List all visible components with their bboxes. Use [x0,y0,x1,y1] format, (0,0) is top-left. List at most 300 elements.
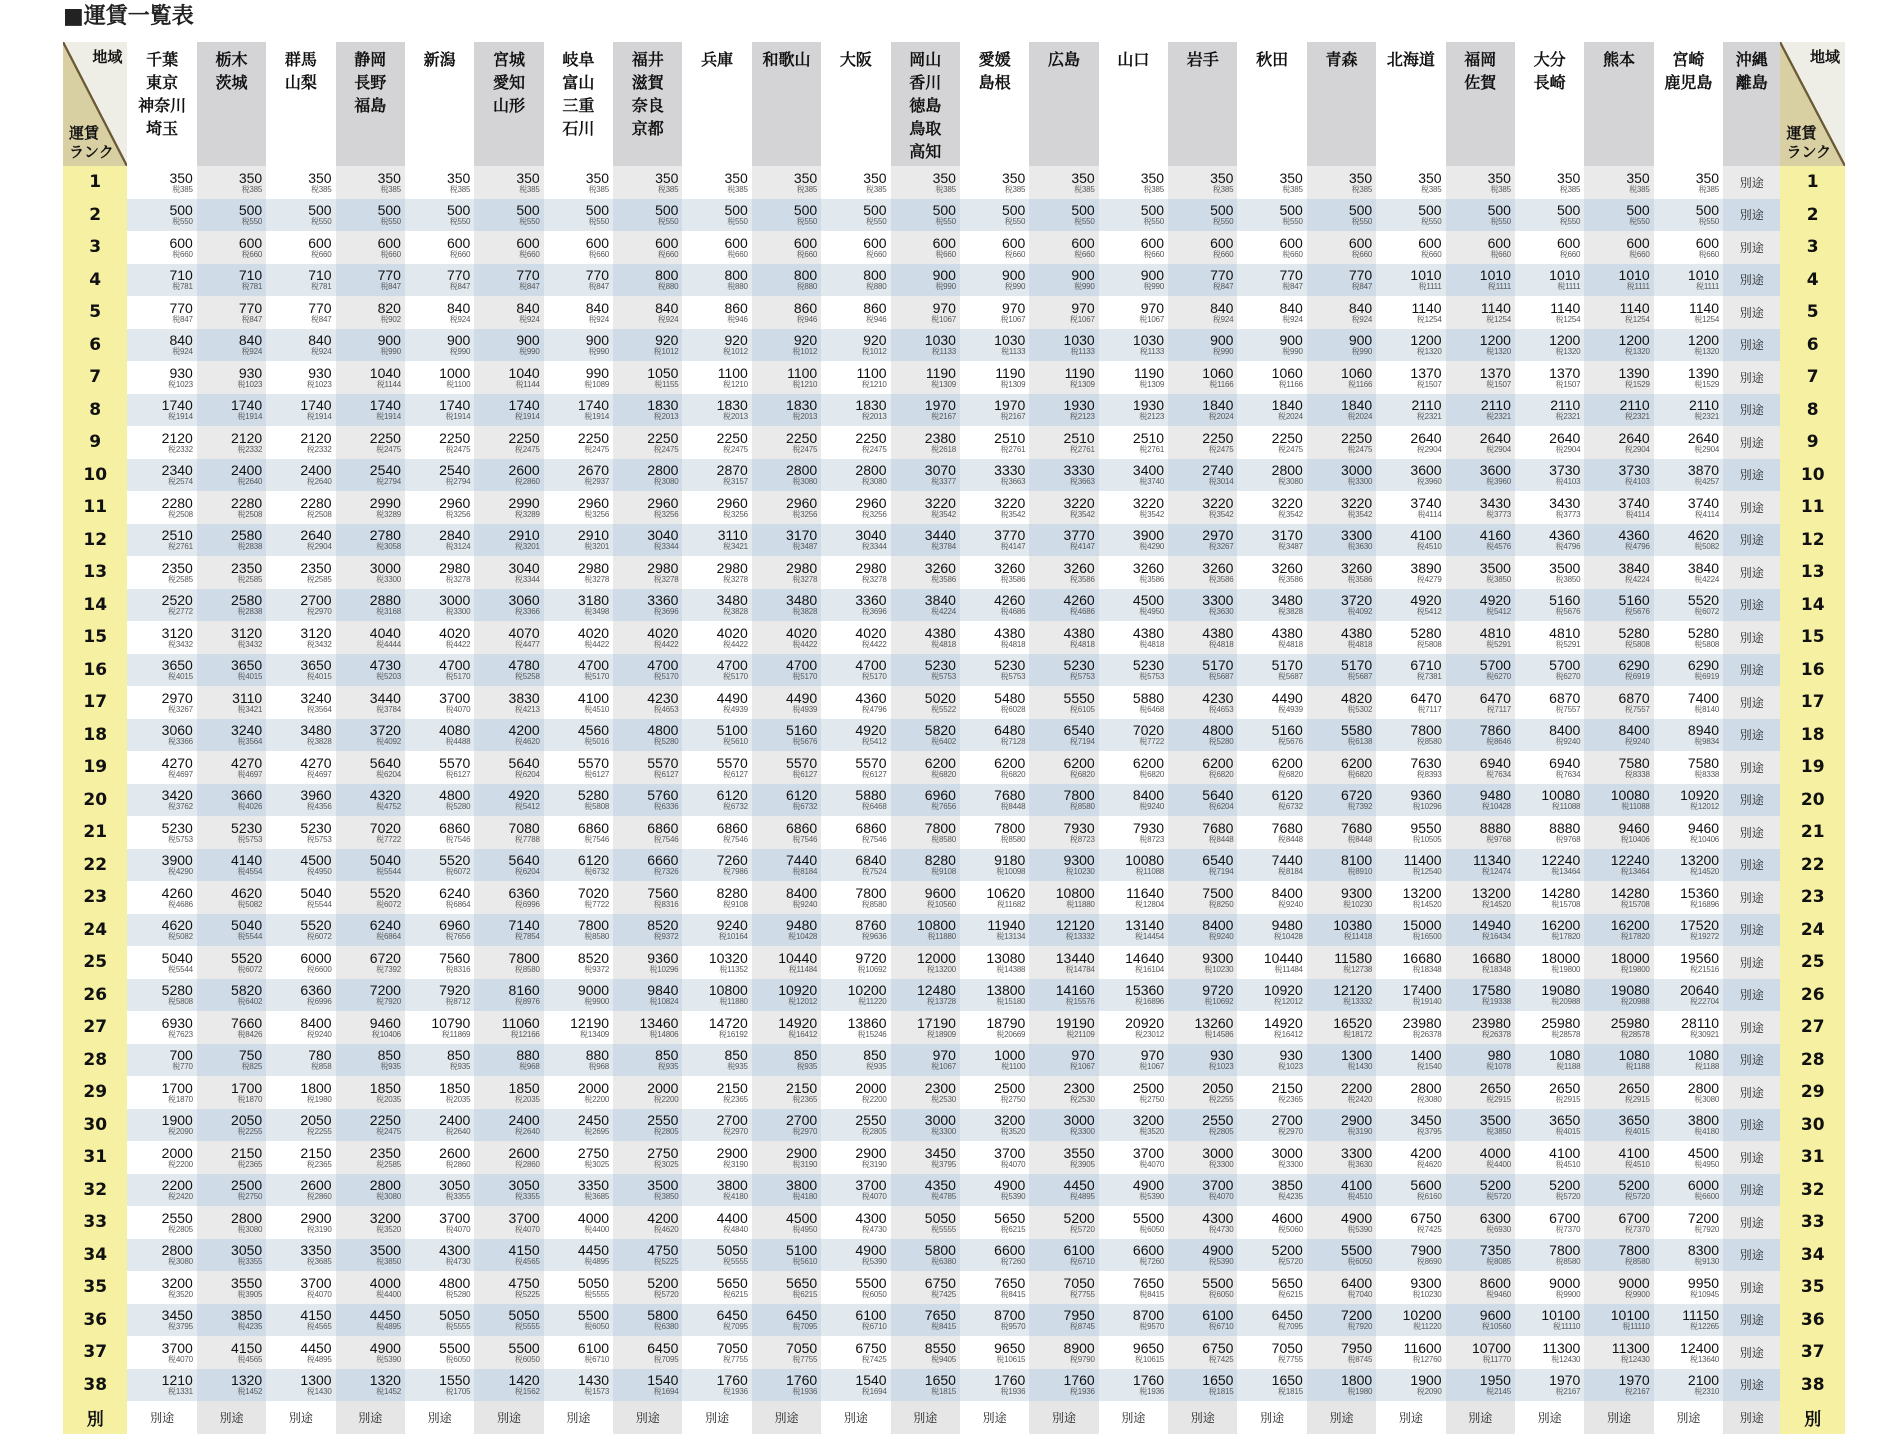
fare-value: 500 [793,202,818,219]
fare-cell [336,1271,405,1304]
fare-value: 10100 [1541,1307,1581,1324]
fare-tax-included: 税14586 [1204,1029,1234,1039]
rank-cell: 11 [1780,491,1845,524]
fare-value: 500 [655,202,679,219]
fare-cell [1654,556,1723,589]
fare-value: 5170 [1202,657,1234,674]
fare-cell [1168,426,1237,459]
fare-tax-included: 税5720 [1624,1192,1650,1202]
fare-cell [1376,914,1445,947]
fare-tax-included: 税3586 [1000,574,1026,584]
fare-tax-included: 税4015 [1555,1127,1581,1137]
fare-value: 5570 [439,754,471,771]
fare-tax-included: 税550 [1559,217,1581,227]
fare-cell [752,914,821,947]
fare-cell [1446,166,1515,199]
fare-value: 13800 [986,982,1026,999]
fare-value: 5160 [1618,592,1650,609]
fare-cell [1446,784,1515,817]
fare-cell [613,784,682,817]
fare-cell [1376,426,1445,459]
fare-value: 920 [655,332,679,349]
fare-value: 3700 [1202,1177,1234,1194]
fare-tax-included: 税385 [1351,184,1373,194]
fare-value: 5200 [1063,1209,1095,1226]
fare-cell [1029,849,1098,882]
fare-cell [336,1109,405,1142]
fare-cell [1446,914,1515,947]
fare-tax-included: 税6402 [931,737,956,747]
fare-cell [1099,556,1168,589]
fare-value: 3430 [1479,494,1511,511]
fare-tax-included: 税10406 [1690,834,1720,844]
fare-value: 5880 [855,787,887,804]
fare-cell [1237,816,1306,849]
fare-tax-included: 税3421 [237,704,263,714]
fare-cell [197,654,266,687]
corner-header [63,42,127,166]
fare-tax-included: 税5555 [584,1289,610,1299]
fare-value: 7630 [1410,754,1442,771]
fare-value: 4270 [161,754,193,771]
fare-cell [1584,296,1653,329]
fare-tax-included: 税1166 [1278,379,1303,389]
fare-tax-included: 税1210 [723,379,748,389]
fare-value: 17190 [917,1014,956,1031]
fare-cell [752,1109,821,1142]
fare-cell [1099,1141,1168,1174]
fare-tax-included: 税6864 [376,932,401,942]
fare-cell [1307,329,1376,362]
fare-cell [474,719,543,752]
fare-cell [544,491,613,524]
fare-value: 5550 [1063,689,1095,706]
fare-tax-included: 税8415 [1000,1289,1026,1299]
fare-tax-included: 税6820 [931,769,956,779]
fare-value: 350 [308,169,332,186]
fare-value: 9600 [1479,1307,1511,1324]
fare-cell [752,1011,821,1044]
fare-value: 2500 [994,1079,1026,1096]
fare-tax-included: 税4422 [723,639,748,649]
fare-tax-included: 税946 [796,314,818,324]
fare-tax-included: 税8316 [445,964,471,974]
fare-cell [336,621,405,654]
fare-tax-included: 税935 [727,1062,748,1072]
fare-cell [1029,524,1098,557]
fare-value: 7860 [1479,722,1511,739]
fare-value: 850 [377,1047,401,1064]
rank-cell: 37 [1780,1336,1845,1369]
fare-cell [1515,686,1584,719]
fare-tax-included: 税2332 [306,444,332,454]
rank-cell: 27 [1780,1011,1845,1044]
fare-value: 350 [1487,169,1511,186]
fare-cell [1515,1369,1584,1402]
table-row [63,1109,1845,1142]
fare-cell [1376,264,1445,297]
rank-cell: 31 [63,1141,127,1174]
fare-tax-included: 税3663 [1000,477,1026,487]
fare-cell [544,329,613,362]
fare-tax-included: 税1507 [1555,379,1581,389]
fare-value: 5160 [1549,592,1581,609]
fare-value: 3000 [1341,462,1373,479]
fare-cell [197,979,266,1012]
fare-cell [613,459,682,492]
fare-value: 4700 [577,657,610,674]
fare-value: 10440 [778,949,818,966]
fare-cell [474,621,543,654]
fare-value: 8900 [1063,1339,1095,1356]
fare-tax-included: 税3080 [792,477,818,487]
fare-cell [127,914,196,947]
fare-value: 1370 [1479,364,1511,381]
fare-cell [1654,816,1723,849]
fare-cell [821,1076,890,1109]
fare-cell [1584,751,1653,784]
fare-value: 2800 [786,462,818,479]
fare-tax-included: 税2915 [1486,1094,1511,1104]
fare-cell [1446,881,1515,914]
fare-value: 9460 [1687,819,1720,836]
fare-value: 1970 [1549,1372,1581,1389]
fare-value: 990 [585,364,610,381]
fare-cell [752,849,821,882]
fare-cell [1237,946,1306,979]
fare-cell [197,1076,266,1109]
fare-cell [1515,524,1584,557]
fare-value: 3730 [1618,462,1650,479]
rank-cell: 13 [63,556,127,589]
rank-cell: 36 [1780,1304,1845,1337]
fare-value: 3850 [1271,1177,1303,1194]
fare-value: 2120 [161,429,193,446]
fare-tax-included: 税1914 [306,412,332,422]
fare-tax-included: 税550 [1351,217,1373,227]
other-fare-value: 別途 [635,1410,660,1425]
fare-value: 1760 [716,1372,748,1389]
fare-tax-included: 税2508 [168,509,193,519]
table-row [63,1369,1845,1402]
fare-tax-included: 税1133 [1139,347,1165,357]
fare-cell [1029,589,1098,622]
fare-tax-included: 税3696 [861,607,887,617]
table-row [63,1206,1845,1239]
fare-tax-included: 税3278 [723,574,748,584]
rank-cell: 8 [1780,394,1845,427]
fare-cell [336,199,405,232]
fare-tax-included: 税4070 [1139,1159,1165,1169]
fare-cell [544,231,613,264]
fare-tax-included: 税2794 [376,477,401,487]
fare-tax-included: 税8723 [1139,834,1165,844]
fare-value: 6200 [1341,754,1373,771]
fare-tax-included: 税6072 [1694,607,1720,617]
fare-tax-included: 税550 [657,217,679,227]
fare-value: 5800 [647,1307,679,1324]
fare-value: 4020 [647,624,679,641]
fare-cell [1168,556,1237,589]
fare-cell [613,1271,682,1304]
fare-cell [1446,1044,1515,1077]
fare-tax-included: 税6127 [861,769,887,779]
fare-value: 10620 [986,884,1026,901]
fare-tax-included: 税385 [866,184,887,194]
fare-tax-included: 税4686 [1069,607,1095,617]
fare-tax-included: 税3795 [168,1322,193,1332]
fare-tax-included: 税880 [866,282,887,292]
fare-tax-included: 税14520 [1690,867,1720,877]
fare-tax-included: 税3542 [931,509,956,519]
fare-value: 2250 [647,429,679,446]
fare-value: 6120 [1271,787,1303,804]
fare-value: 770 [1279,267,1303,284]
fare-cell [544,1044,613,1077]
okinawa-value: 別途 [1739,1183,1764,1198]
fare-cell [1307,296,1376,329]
rank-cell: 16 [1780,654,1845,687]
fare-tax-included: 税660 [449,249,471,259]
fare-tax-included: 税5412 [1486,607,1511,617]
fare-cell [752,1304,821,1337]
fare-cell [1307,621,1376,654]
fare-value: 7800 [577,917,610,934]
fare-tax-included: 税4752 [376,802,401,812]
fare-value: 4920 [855,722,887,739]
rank-cell: 3 [1780,231,1845,264]
fare-value: 18000 [1541,949,1581,966]
fare-tax-included: 税8976 [514,997,540,1007]
fare-value: 18790 [986,1014,1026,1031]
fare-tax-included: 税1430 [1347,1062,1373,1072]
fare-tax-included: 税880 [657,282,679,292]
fare-value: 6120 [786,787,818,804]
fare-value: 770 [1210,267,1234,284]
fare-cell [197,231,266,264]
fare-value: 1850 [439,1079,471,1096]
fare-cell [1515,621,1584,654]
fare-tax-included: 税1694 [861,1387,887,1397]
fare-value: 2960 [439,494,471,511]
fare-value: 5820 [924,722,956,739]
fare-tax-included: 税1254 [1416,314,1442,324]
fare-cell [821,231,890,264]
rank-cell: 35 [1780,1271,1845,1304]
fare-cell [1029,914,1098,947]
fare-tax-included: 税4818 [931,639,956,649]
fare-tax-included: 税1309 [1000,379,1026,389]
rank-cell: 33 [63,1206,127,1239]
fare-value: 2980 [855,559,887,576]
fare-tax-included: 税1914 [376,412,401,422]
fare-value: 770 [516,267,540,284]
fare-tax-included: 税4840 [723,1224,748,1234]
fare-cell [1237,1336,1306,1369]
rank-cell: 6 [63,329,127,362]
fare-tax-included: 税4488 [445,737,471,747]
fare-value: 6400 [1341,1274,1373,1291]
fare-cell [1029,491,1098,524]
fare-value: 1760 [1063,1372,1095,1389]
fare-value: 4150 [300,1307,332,1324]
fare-cell [613,686,682,719]
fare-value: 7800 [1549,1242,1581,1259]
okinawa-value: 別途 [1739,695,1764,710]
fare-tax-included: 税4114 [1694,509,1720,519]
other-fare-cell [544,1401,613,1434]
fare-tax-included: 税7557 [1555,704,1581,714]
fare-value: 6240 [439,884,471,901]
fare-tax-included: 税847 [449,282,471,292]
rank-cell: 24 [63,914,127,947]
fare-tax-included: 税3520 [376,1224,401,1234]
fare-cell [891,1076,960,1109]
okinawa-value: 別途 [1739,435,1764,450]
fare-cell [266,1011,335,1044]
fare-value: 850 [655,1047,679,1064]
fare-tax-included: 税11484 [788,964,818,974]
fare-value: 1970 [994,397,1026,414]
fare-cell [1168,1011,1237,1044]
fare-cell [613,1044,682,1077]
fare-tax-included: 税990 [380,347,401,357]
fare-cell [752,1336,821,1369]
fare-value: 2900 [1341,1112,1373,1129]
other-fare-value: 別途 [1537,1410,1562,1425]
fare-tax-included: 税5412 [861,737,887,747]
fare-value: 4100 [1410,527,1442,544]
fare-value: 600 [1279,234,1303,251]
fare-tax-included: 税19338 [1481,997,1511,1007]
fare-tax-included: 税4070 [861,1192,887,1202]
region-header: 山口 [1099,42,1168,166]
fare-tax-included: 税3256 [723,509,748,519]
fare-value: 350 [169,169,193,186]
rank-cell: 5 [1780,296,1845,329]
fare-cell [1307,491,1376,524]
fare-tax-included: 税2310 [1694,1387,1720,1397]
fare-value: 9480 [1479,787,1511,804]
fare-value: 4150 [231,1339,263,1356]
fare-cell [1307,1076,1376,1109]
other-fare-cell [821,1401,890,1434]
fare-cell [405,751,474,784]
fare-value: 8550 [924,1339,956,1356]
fare-value: 860 [863,299,887,316]
fare-cell [1307,816,1376,849]
fare-value: 10080 [1125,852,1165,869]
fare-tax-included: 税2321 [1624,412,1650,422]
fare-value: 6540 [1202,852,1234,869]
fare-cell [960,1304,1029,1337]
fare-value: 9550 [1410,819,1442,836]
fare-value: 7020 [369,819,401,836]
fare-tax-included: 税5753 [306,834,332,844]
fare-tax-included: 税3564 [237,737,263,747]
fare-cell [821,199,890,232]
fare-tax-included: 税11088 [1621,802,1650,812]
fare-tax-included: 税17820 [1551,932,1581,942]
fare-cell [1654,1044,1723,1077]
fare-tax-included: 税4015 [306,672,332,682]
fare-tax-included: 税5280 [653,737,679,747]
fare-cell [1654,166,1723,199]
fare-value: 10790 [431,1014,471,1031]
fare-value: 500 [1695,202,1720,219]
fare-value: 900 [1279,332,1303,349]
fare-cell [1584,1369,1653,1402]
fare-value: 710 [169,267,193,284]
fare-cell [821,654,890,687]
table-row [63,361,1845,394]
fare-value: 2400 [439,1112,471,1129]
fare-value: 18000 [1610,949,1650,966]
fare-cell [127,1304,196,1337]
fare-value: 9180 [994,852,1026,869]
fare-tax-included: 税6160 [1416,1192,1442,1202]
fare-cell [1376,524,1445,557]
fare-tax-included: 税8580 [1416,737,1442,747]
table-row [63,231,1845,264]
fare-value: 2400 [300,462,332,479]
fare-value: 5570 [647,754,679,771]
fare-value: 2800 [161,1242,193,1259]
fare-cell [474,1271,543,1304]
fare-cell [197,589,266,622]
fare-tax-included: 税660 [311,249,332,259]
fare-value: 8880 [1479,819,1511,836]
fare-tax-included: 税2794 [445,477,471,487]
okinawa-cell [1723,1109,1780,1142]
fare-tax-included: 税1936 [1069,1387,1095,1397]
fare-cell [1376,686,1445,719]
fare-value: 4450 [577,1242,610,1259]
fare-value: 6200 [994,754,1026,771]
fare-value: 3220 [1202,494,1234,511]
fare-cell [682,849,751,882]
table-row [63,1174,1845,1207]
fare-cell [1168,1141,1237,1174]
fare-cell [752,394,821,427]
fare-cell [544,719,613,752]
fare-cell [1029,231,1098,264]
fare-cell [474,1076,543,1109]
fare-tax-included: 税4939 [1278,704,1303,714]
fare-value: 4620 [161,917,193,934]
fare-cell [336,1369,405,1402]
fare-cell [1376,784,1445,817]
fare-cell [682,1271,751,1304]
fare-value: 2450 [577,1112,610,1129]
fare-value: 3870 [1687,462,1720,479]
fare-value: 2750 [647,1144,679,1161]
fare-cell [1099,361,1168,394]
fare-value: 350 [863,169,887,186]
fare-tax-included: 税3487 [1278,542,1303,552]
okinawa-value: 別途 [1739,1280,1764,1295]
fare-tax-included: 税968 [588,1062,610,1072]
fare-tax-included: 税1067 [1069,314,1095,324]
fare-tax-included: 税8910 [1347,867,1373,877]
fare-tax-included: 税1188 [1556,1062,1581,1072]
fare-cell [1237,914,1306,947]
fare-tax-included: 税2904 [1555,444,1581,454]
fare-cell [1584,426,1653,459]
fare-cell [1654,426,1723,459]
fare-cell [821,296,890,329]
fare-cell [1584,459,1653,492]
